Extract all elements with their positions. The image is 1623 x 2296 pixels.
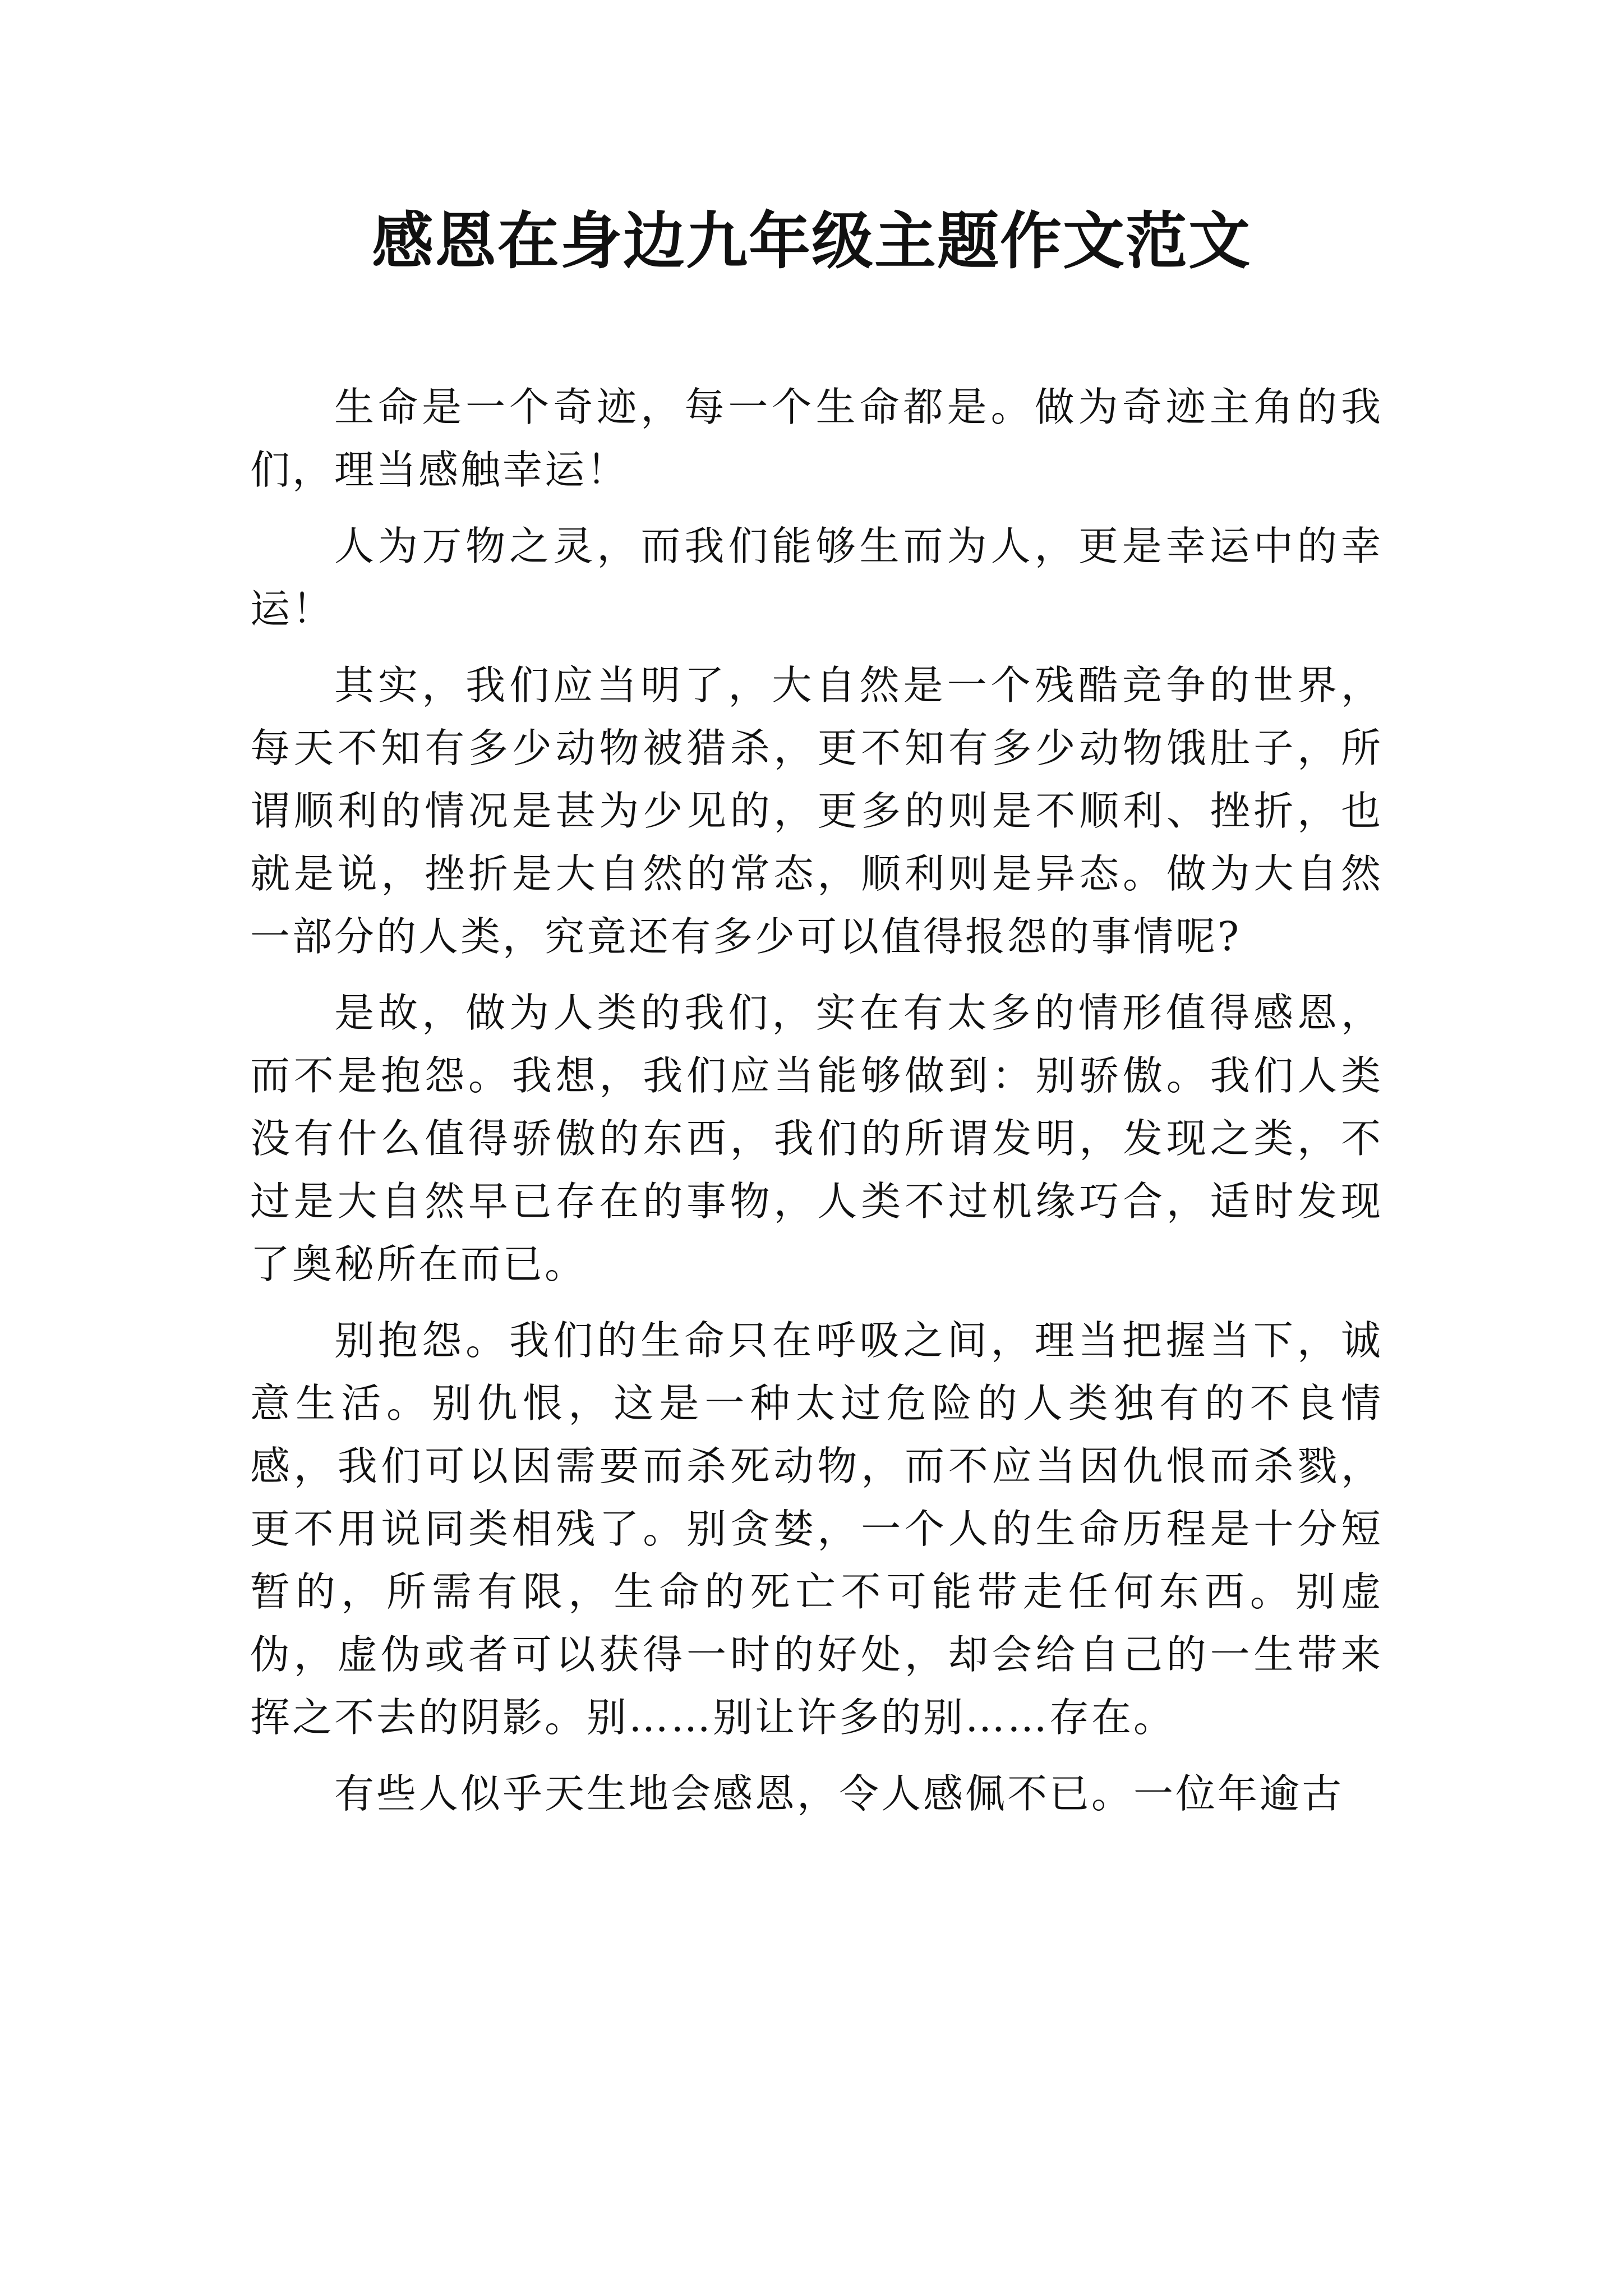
paragraph: 是故，做为人类的我们，实在有太多的情形值得感恩，而不是抱怨。我想，我们应当能够做到：别骄傲。我们人类没有什么值得骄傲的东西，我们的所谓发明，发现之类，不过是大自然早已存在的事物，人类不过机缘巧合，适时发现了奥秘所在而已。 [250,990,1383,1287]
paragraph: 其实，我们应当明了，大自然是一个残酷竞争的世界，每天不知有多少动物被猎杀，更不知有多少动物饿肚子，所谓顺利的情况是甚为少见的，更多的则是不顺利、挫折，也就是说，挫折是大自然的常态，顺利则是异态。做为大自然一部分的人类，究竟还有多少可以值得报怨的事情呢? [250,662,1383,960]
paragraph: 生命是一个奇迹，每一个生命都是。做为奇迹主角的我们，理当感触幸运！ [250,384,1383,493]
document-title: 感恩在身边九年级主题作文范文 [372,205,1251,277]
paragraph: 人为万物之灵，而我们能够生而为人，更是幸运中的幸运！ [250,523,1383,632]
paragraph: 有些人似乎天生地会感恩，令人感佩不已。一位年逾古 [334,1770,1344,1817]
document-body [250,376,1383,1839]
paragraph: 别抱怨。我们的生命只在呼吸之间，理当把握当下，诚意生活。别仇恨，这是一种太过危险的人类独有的不良情感，我们可以因需要而杀死动物，而不应当因仇恨而杀戮，更不用说同类相残了。别贪婪，一个人的生命历程是十分短暂的，所需有限，生命的死亡不可能带走任何东西。别虚伪，虚伪或者可以获得一时的好处，却会给自己的一生带来挥之不去的阴影。别……别让许多的别……存在。 [250,1317,1383,1741]
